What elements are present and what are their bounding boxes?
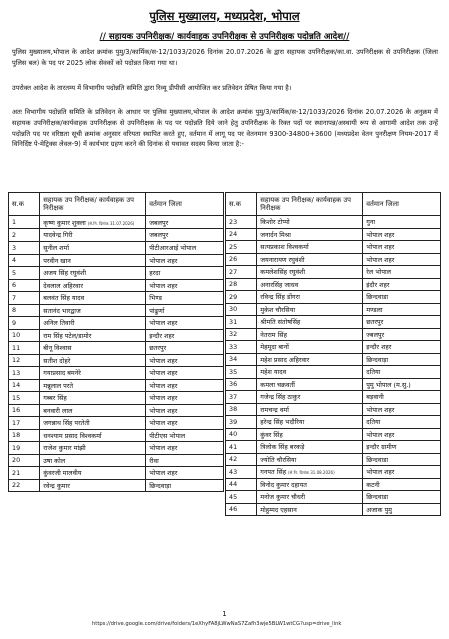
cell-sno: 26 <box>226 253 257 266</box>
cell-sno: 46 <box>226 503 257 516</box>
cell-sno: 32 <box>226 328 257 341</box>
cell-name <box>40 304 146 317</box>
cell-sno: 14 <box>9 379 40 392</box>
officer-name: अनारसिंह जाधव <box>260 280 299 289</box>
officer-name: गब्बर सिंह <box>43 394 67 403</box>
table-row <box>226 328 441 341</box>
cell-district: भोपाल शहर <box>146 379 224 392</box>
cell-name <box>257 328 363 341</box>
cell-sno: 24 <box>226 228 257 241</box>
cell-district: भोपाल शहर <box>363 403 441 416</box>
cell-district: पीटीएस भोपाल <box>146 429 224 442</box>
promotion-table-right <box>225 192 441 516</box>
cell-district: इन्दौर ग्रामीण <box>363 441 441 454</box>
paragraph-order-reference: पुलिस मुख्यालय,भोपाल के आदेश क्रमांक पुमु/3/कार्मिक/स-12/1033/2026 दिनांक 20.07.2026 के द्वारा सहायक उपनिरीक्षक/का.वा. उपनिरीक्षक से उपनिरीक्षक (जिला पुलिस बल) के पद पर 2025 लोक सेवकों को पदोन्नत किया गया था। <box>12 48 438 67</box>
cell-sno: 17 <box>9 417 40 430</box>
cell-sno: 29 <box>226 291 257 304</box>
drive-link[interactable]: https://drive.google.com/drive/folders/1eXhyFA8jLWwNaS7Zafh3wje5BLW1wtCG?usp=drive_link <box>92 621 342 627</box>
officer-name: रविन्द्र सिंह डोंगरा <box>260 293 300 302</box>
officer-name: जगन्नाथ सिंह परतेती <box>43 419 90 428</box>
table-row <box>9 392 224 405</box>
officer-name: जयनारायण रघुवंशी <box>260 255 305 264</box>
officer-name: धनश्याम प्रसाद विश्वकर्मा <box>43 431 102 440</box>
cell-name <box>257 266 363 279</box>
table-row <box>9 342 224 355</box>
officer-name: राजेश कुमार मांझी <box>43 444 86 453</box>
cell-sno: 13 <box>9 367 40 380</box>
table-row <box>226 453 441 466</box>
cell-sno: 2 <box>9 229 40 242</box>
cell-district: जबलपुर <box>146 229 224 242</box>
cell-district: भिण्ड <box>146 292 224 305</box>
table-row <box>226 428 441 441</box>
cell-sno: 33 <box>226 341 257 354</box>
table-row <box>226 378 441 391</box>
cell-sno: 36 <box>226 378 257 391</box>
table-row <box>226 353 441 366</box>
cell-name <box>40 342 146 355</box>
officer-name: रवेन्द्र कुमार <box>43 481 70 490</box>
cell-district: मण्डला <box>363 303 441 316</box>
officer-name: गनपत सिंह <box>260 468 287 477</box>
cell-sno: 10 <box>9 329 40 342</box>
officer-name: गजेन्द्र सिंह ठाकुर <box>260 393 301 402</box>
cell-district: छतरपुर <box>146 342 224 355</box>
cell-name <box>257 216 363 229</box>
table-row <box>9 317 224 330</box>
table-row <box>226 278 441 291</box>
table-row <box>226 291 441 304</box>
officer-name: त्रिलोक सिंह बरकड़े <box>260 443 305 452</box>
cell-sno: 8 <box>9 304 40 317</box>
cell-name <box>40 442 146 455</box>
officer-name: राम सिंह पटेल/डामोर <box>43 331 92 340</box>
cell-name <box>257 253 363 266</box>
cell-district: अजाक पुमु <box>363 503 441 516</box>
cell-district: भोपाल शहर <box>363 253 441 266</box>
officer-name: कृष्ण कुमार शुक्ला <box>43 218 86 227</box>
cell-district: भोपाल शहर <box>146 279 224 292</box>
officer-name: मोहुम्मद एहसान <box>260 505 297 514</box>
cell-district: छिन्दवाड़ा <box>363 353 441 366</box>
cell-sno: 15 <box>9 392 40 405</box>
officer-name: मुकेश चौरसिया <box>260 305 296 314</box>
cell-sno: 28 <box>226 278 257 291</box>
cell-district: भोपाल शहर <box>146 467 224 480</box>
cell-sno: 19 <box>9 442 40 455</box>
cell-district: भोपाल शहर <box>146 442 224 455</box>
table-row <box>9 417 224 430</box>
cell-name <box>40 216 146 229</box>
officer-name: अजय सिंह रघुवंशी <box>43 269 86 278</box>
document-subtitle: // सहायक उपनिरीक्षक/ कार्यवाहक उपनिरीक्षक से उपनिरीक्षक पदोन्नति आदेश// <box>99 32 350 42</box>
cell-name <box>257 428 363 441</box>
table-row <box>226 391 441 404</box>
cell-name <box>257 491 363 504</box>
cell-district: दतिया <box>363 366 441 379</box>
table-row <box>9 254 224 267</box>
cell-name <box>40 279 146 292</box>
officer-name: नेतराम सिंह <box>260 330 287 339</box>
cell-name <box>257 228 363 241</box>
officer-name: उषा कोल <box>43 456 66 465</box>
cell-name <box>257 241 363 254</box>
officer-name: रामचन्द्र वर्मा <box>260 405 289 414</box>
table-row <box>9 329 224 342</box>
cell-sno: 42 <box>226 453 257 466</box>
cell-name <box>40 454 146 467</box>
cell-name <box>257 391 363 404</box>
table-row <box>226 491 441 504</box>
cell-district: भोपाल शहर <box>363 228 441 241</box>
officer-name: सतानंद भारद्वाज <box>43 306 81 315</box>
cell-name <box>257 503 363 516</box>
officer-name: सत्यप्रकाश विश्वकर्मा <box>260 243 309 252</box>
cell-name <box>40 329 146 342</box>
table-row <box>226 466 441 479</box>
table-header-row <box>9 193 224 216</box>
header-sno: स.क <box>226 193 257 216</box>
cell-sno: 16 <box>9 404 40 417</box>
cell-sno: 30 <box>226 303 257 316</box>
header-district: वर्तमान जिला <box>146 193 224 216</box>
cell-sno: 37 <box>226 391 257 404</box>
cell-name <box>257 353 363 366</box>
page-number: 1 <box>222 610 227 618</box>
table-row <box>226 416 441 429</box>
table-row <box>226 216 441 229</box>
table-row <box>9 467 224 480</box>
header-district: वर्तमान जिला <box>363 193 441 216</box>
cell-district: भोपाल शहर <box>146 317 224 330</box>
cell-name <box>40 354 146 367</box>
officer-name: कुंवर सिंह <box>260 430 283 439</box>
officer-name: बलवंत सिंह यादव <box>43 294 85 303</box>
officer-name: श्रीमति संतोषसिंह <box>260 318 301 327</box>
cell-district: पीटीआरआई भोपाल <box>146 241 224 254</box>
officer-name: महेश प्रसाद अहिरवार <box>260 355 310 364</box>
cell-district: रीवा <box>146 454 224 467</box>
cell-sno: 11 <box>9 342 40 355</box>
table-row <box>226 241 441 254</box>
cell-name <box>257 478 363 491</box>
promotion-table-left <box>8 192 224 492</box>
cell-district: इन्दौर शहर <box>363 341 441 354</box>
officer-name: मेहमूदा बानों <box>260 343 289 352</box>
cell-name <box>257 453 363 466</box>
cell-name <box>40 467 146 480</box>
cell-district: कटनी <box>363 478 441 491</box>
table-row <box>226 253 441 266</box>
table-row <box>9 479 224 492</box>
table-header-row <box>226 193 441 216</box>
officer-name: यादवेन्द्र गिरी <box>43 231 73 240</box>
cell-district: भोपाल शहर <box>146 392 224 405</box>
table-row <box>226 341 441 354</box>
cell-district: रेल भोपाल <box>363 266 441 279</box>
cell-district: छिन्दवाड़ा <box>146 479 224 492</box>
cell-district: बड़वानी <box>363 391 441 404</box>
cell-district: पांढुर्णा <box>146 304 224 317</box>
cell-district: हरदा <box>146 267 224 280</box>
retirement-note: (से.नि. दिनांक 31.08.2026) <box>288 470 335 476</box>
officer-name: बनवारी लाल <box>43 406 73 415</box>
cell-name <box>257 303 363 316</box>
officer-name: कमला चक्रवर्ती <box>260 380 295 389</box>
cell-sno: 43 <box>226 466 257 479</box>
officer-name: अनिल तिवारी <box>43 319 75 328</box>
cell-sno: 41 <box>226 441 257 454</box>
paragraph-promotion-order: अतः विभागीय पदोन्नति समिति के प्रतिवेदन के आधार पर पुलिस मुख्यालय,भोपाल के आदेश क्रमांक पुमु/3/कार्मिक/स-12/1033/2026 दिनांक 20.07.2026 के अनुक्रम में सहायक उपनिरीक्षक/कार्यवाहक उपनिरीक्षक से उपनिरीक्षक के पद पर पदोन्नति दिये जाने हेतु उपनिरीक्षक के रिक्त पदों पर स्थानापन्न/अस्थायी रूप से आगामी आदेश तक उन्हें पदोन्नति पद पर वरिष्ठता सूची क्रमांक अनुसार वरियता स्थापित करते हुए, वर्तमान में लागू पद पर वेतनमान 9300-34800+3600 (मध्यप्रदेश वेतन पुनरीक्षण नियम-2017 में विनिर्दिष्ट पे-मेट्रिक्स लेवल-9) में कार्यभार ग्रहण करने की दिनांक से यथावत सदस्य किया जाता है:- <box>12 108 438 149</box>
officer-name: परवीन खान <box>43 256 71 265</box>
cell-sno: 35 <box>226 366 257 379</box>
cell-district: भोपाल शहर <box>146 354 224 367</box>
cell-district: इन्दौर शहर <box>146 329 224 342</box>
cell-name <box>40 254 146 267</box>
cell-name <box>40 367 146 380</box>
cell-district: भोपाल शहर <box>363 466 441 479</box>
cell-name <box>257 341 363 354</box>
cell-name <box>40 417 146 430</box>
officer-name: ज्योति चौरसिया <box>260 455 297 464</box>
cell-sno: 44 <box>226 478 257 491</box>
table-row <box>9 429 224 442</box>
cell-name <box>40 479 146 492</box>
cell-name <box>40 429 146 442</box>
officer-name: बीनू विश्वास <box>43 344 72 353</box>
officer-name: मनोज कुमार चौधरी <box>260 493 306 502</box>
table-row <box>9 442 224 455</box>
table-row <box>226 316 441 329</box>
cell-district: दतिया <box>363 416 441 429</box>
table-row <box>9 279 224 292</box>
cell-name <box>40 392 146 405</box>
cell-sno: 38 <box>226 403 257 416</box>
table-row <box>9 304 224 317</box>
table-row <box>9 267 224 280</box>
officer-name: सतीश दोहरे <box>43 356 71 365</box>
table-row <box>9 354 224 367</box>
cell-name <box>257 466 363 479</box>
table-row <box>226 403 441 416</box>
officer-name: मन्नूलाल परते <box>43 381 73 390</box>
cell-district: जबलपुर <box>146 216 224 229</box>
cell-sno: 7 <box>9 292 40 305</box>
cell-sno: 27 <box>226 266 257 279</box>
officer-name: किशोर टोप्पो <box>260 218 290 227</box>
officer-name: कमलेशसिंह रघुवंशी <box>260 268 306 277</box>
cell-sno: 18 <box>9 429 40 442</box>
cell-sno: 9 <box>9 317 40 330</box>
cell-name <box>40 292 146 305</box>
table-row <box>9 229 224 242</box>
table-row <box>9 292 224 305</box>
cell-sno: 4 <box>9 254 40 267</box>
table-row <box>9 241 224 254</box>
cell-district: पुमु भोपाल (म.सु.) <box>363 378 441 391</box>
cell-name <box>257 316 363 329</box>
cell-district: छिन्दवाडा <box>363 491 441 504</box>
table-row <box>226 366 441 379</box>
cell-district: भोपाल शहर <box>146 417 224 430</box>
cell-district: छिन्दवाडा <box>363 453 441 466</box>
cell-district: भोपाल शहर <box>146 254 224 267</box>
cell-sno: 23 <box>226 216 257 229</box>
cell-sno: 12 <box>9 354 40 367</box>
table-row <box>9 404 224 417</box>
table-body-right <box>226 216 441 516</box>
cell-sno: 31 <box>226 316 257 329</box>
cell-name <box>257 416 363 429</box>
cell-district: गुना <box>363 216 441 229</box>
table-row <box>9 216 224 229</box>
table-row <box>226 266 441 279</box>
cell-sno: 39 <box>226 416 257 429</box>
table-body-left <box>9 216 224 492</box>
table-row <box>226 478 441 491</box>
cell-district: भोपाल शहर <box>363 428 441 441</box>
officer-name: सुनील शर्मा <box>43 244 69 252</box>
cell-name <box>257 291 363 304</box>
cell-district: ज्बलपुर <box>363 328 441 341</box>
cell-name <box>257 441 363 454</box>
cell-name <box>257 378 363 391</box>
cell-sno: 34 <box>226 353 257 366</box>
cell-name <box>40 241 146 254</box>
cell-district: भोपाल शहर <box>146 404 224 417</box>
cell-district: भोपाल शहर <box>146 367 224 380</box>
cell-sno: 1 <box>9 216 40 229</box>
cell-name <box>257 366 363 379</box>
table-row <box>226 228 441 241</box>
cell-district: इंदौर शहर <box>363 278 441 291</box>
header-name: सहायक उप निरीक्षक/ कार्यवाहक उप निरीक्षक <box>257 193 363 216</box>
cell-name <box>40 229 146 242</box>
cell-sno: 45 <box>226 491 257 504</box>
cell-sno: 21 <box>9 467 40 480</box>
table-row <box>226 503 441 516</box>
cell-name <box>40 267 146 280</box>
officer-name: कुंवरजी मालवीय <box>43 469 82 478</box>
table-row <box>226 441 441 454</box>
table-row <box>9 379 224 392</box>
officer-name: महेश यादव <box>260 368 287 377</box>
cell-name <box>40 404 146 417</box>
header-sno: स.क <box>9 193 40 216</box>
cell-name <box>40 379 146 392</box>
header-name: सहायक उप निरीक्षक/ कार्यवाहक उप निरीक्षक <box>40 193 146 216</box>
officer-name: विनोद कुमार दहायत <box>260 480 307 489</box>
cell-sno: 6 <box>9 279 40 292</box>
cell-district: भोपाल शहर <box>363 241 441 254</box>
table-row <box>226 303 441 316</box>
cell-sno: 25 <box>226 241 257 254</box>
cell-sno: 22 <box>9 479 40 492</box>
document-title: पुलिस मुख्यालय, मध्यप्रदेश, भोपाल <box>149 9 300 23</box>
officer-name: हरेन्द्र सिंह भदौरिया <box>260 418 305 427</box>
cell-sno: 5 <box>9 267 40 280</box>
cell-name <box>257 278 363 291</box>
cell-district: छतरपुर <box>363 316 441 329</box>
cell-sno: 20 <box>9 454 40 467</box>
cell-name <box>40 317 146 330</box>
table-row <box>9 454 224 467</box>
cell-district: छिन्दवाडा <box>363 291 441 304</box>
cell-sno: 40 <box>226 428 257 441</box>
cell-sno: 3 <box>9 241 40 254</box>
officer-name: देवलाल अहिरवार <box>43 281 83 290</box>
officer-name: जनार्दन मिश्रा <box>260 230 291 239</box>
cell-name <box>257 403 363 416</box>
retirement-note: (से.नि. दिनांक 31.07.2026) <box>87 220 135 226</box>
table-row <box>9 367 224 380</box>
officer-name: गयाप्रसाद बमनेरे <box>43 369 81 378</box>
paragraph-review-dpc: उपरोक्त आदेश के तारतम्य में विभागीय पदोन्नति समिति द्वारा रिव्यू डीपीसी आयोजित कर प्रतिवेदन प्रेषित किया गया है। <box>12 84 292 92</box>
